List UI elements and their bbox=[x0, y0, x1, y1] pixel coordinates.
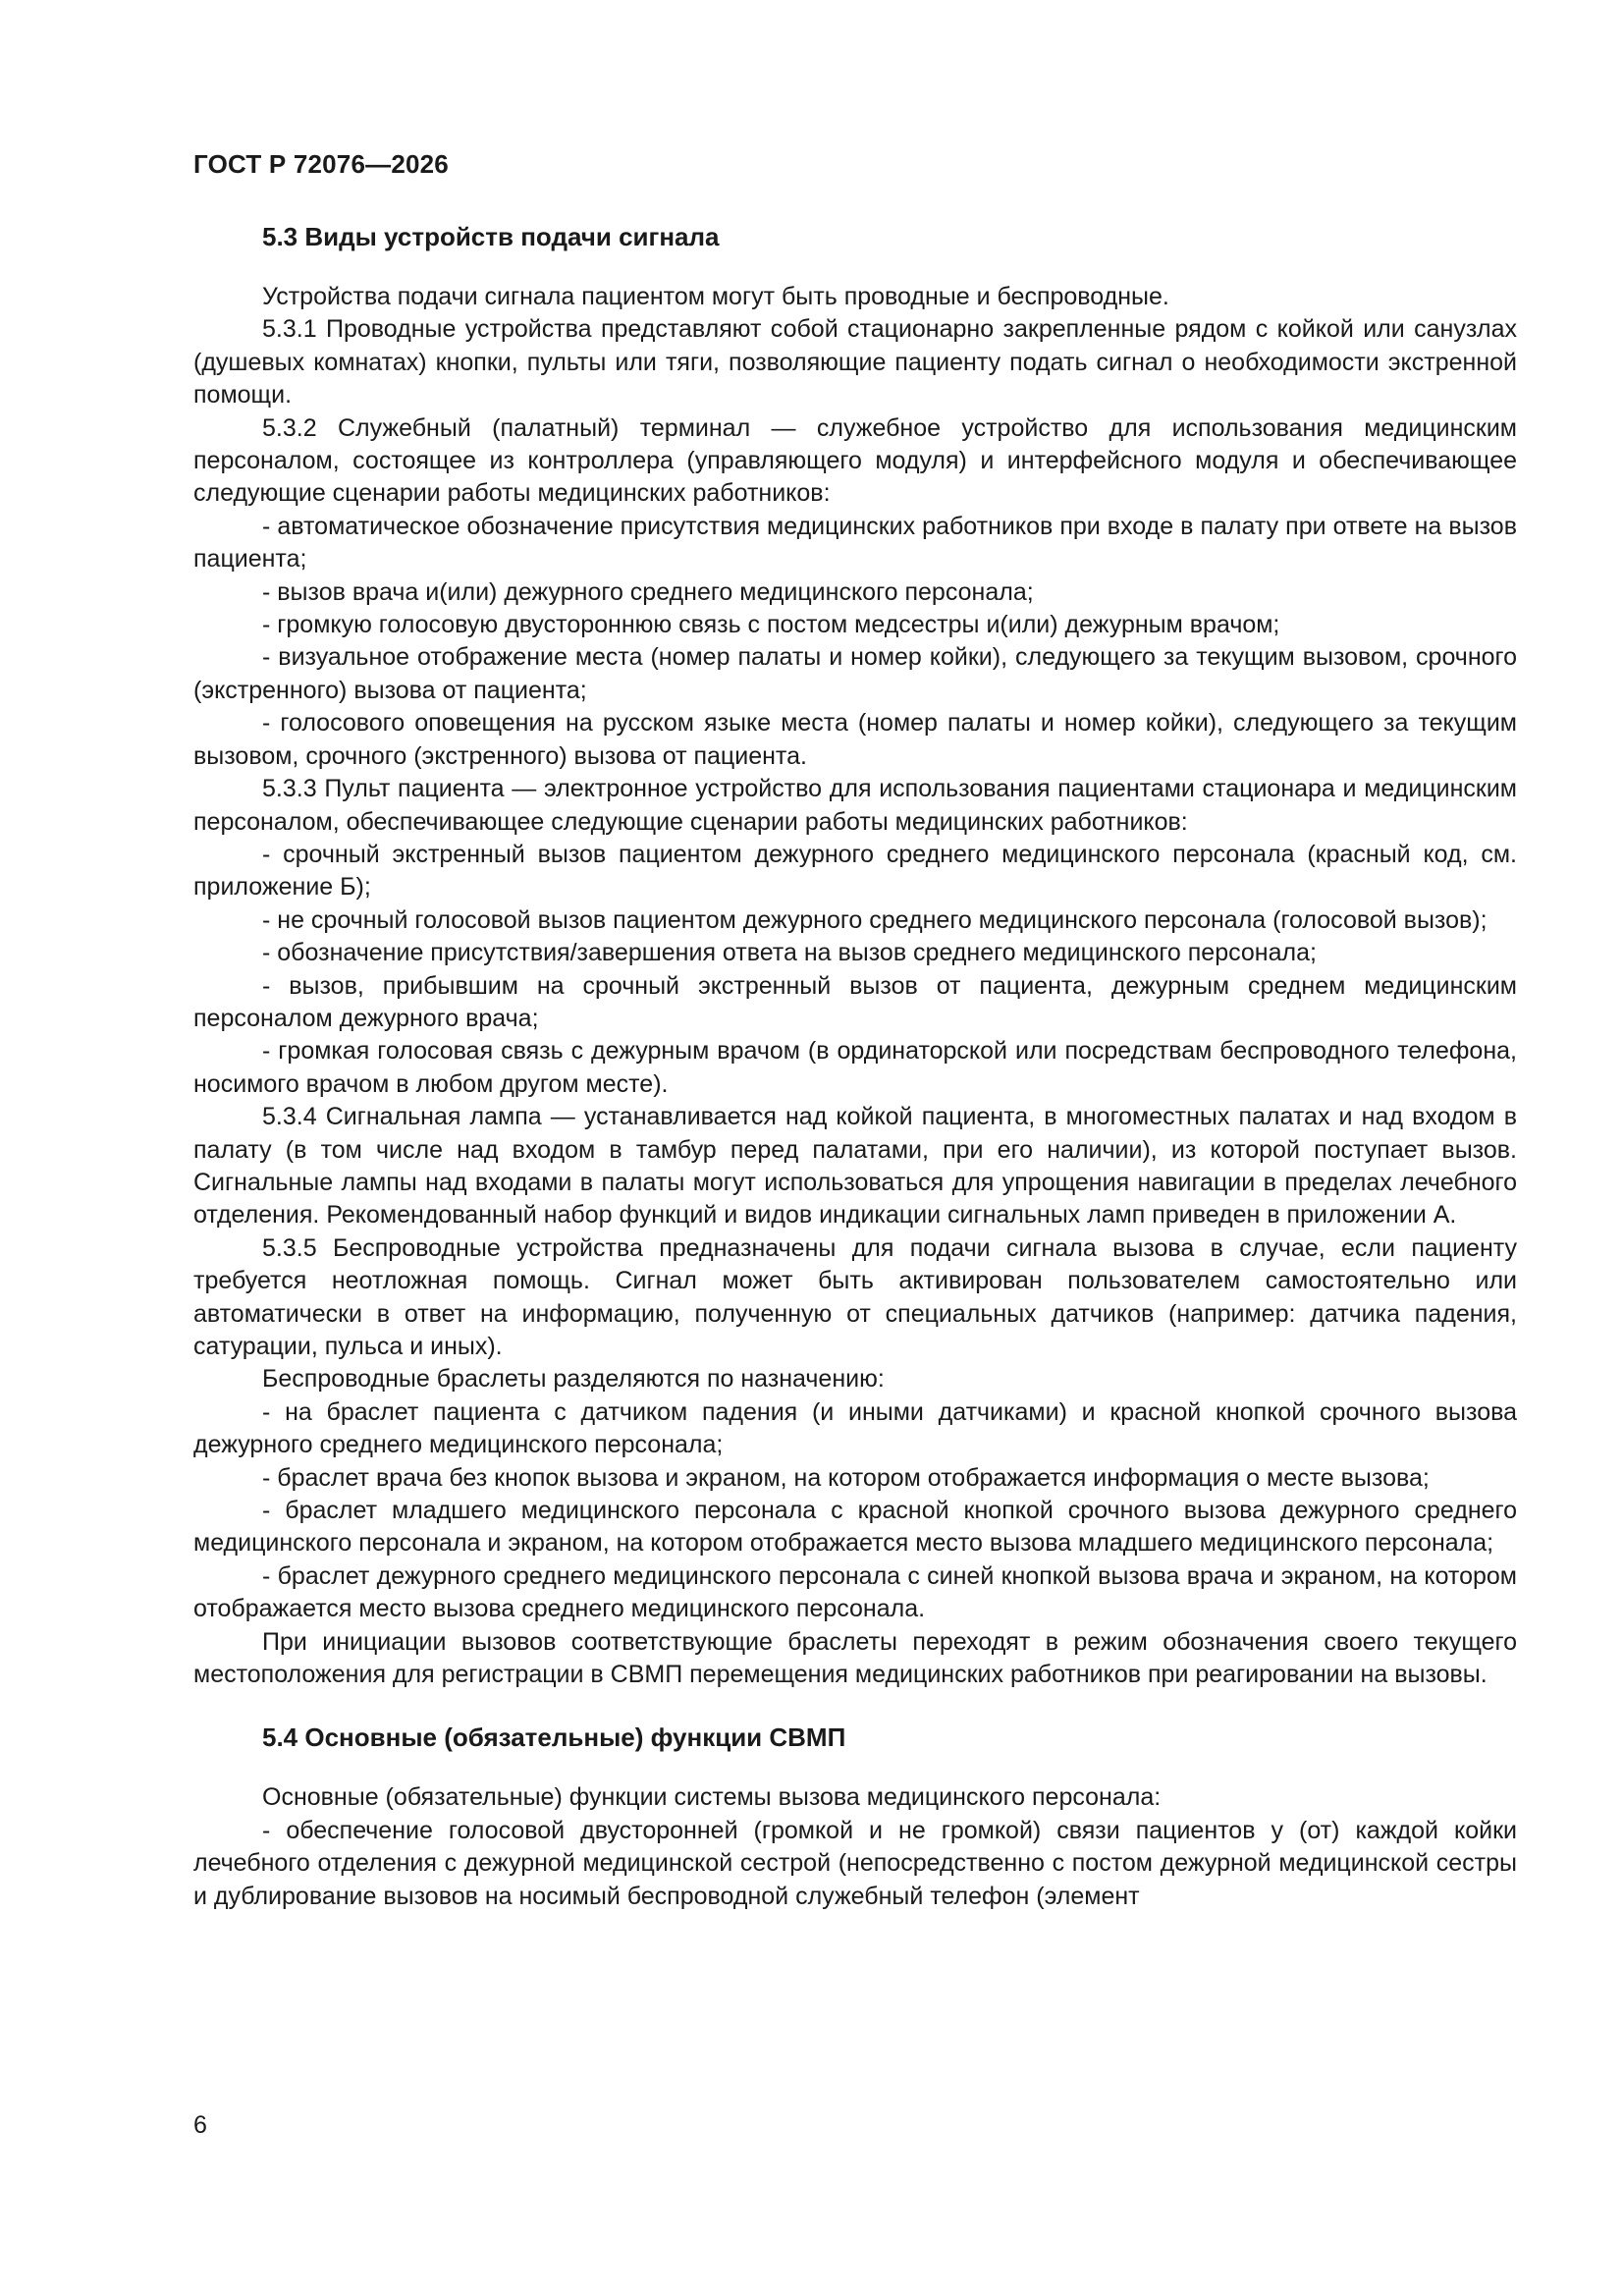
list-item: - вызов, прибывшим на срочный экстренный вызов от пациента, дежурным среднем медицинским персоналом дежурного врача; bbox=[193, 971, 1517, 1032]
standard-header: ГОСТ Р 72076—2026 bbox=[193, 149, 449, 179]
list-item: - обозначение присутствия/завершения ответа на вызов среднего медицинского персонала; bbox=[262, 939, 1317, 967]
list-item: - визуальное отображение места (номер палаты и номер койки), следующего за текущим вызовом, срочного (экстренного) вызова от пациента; bbox=[193, 643, 1517, 704]
paragraph-5-3-4: 5.3.4 Сигнальная лампа — устанавливается над койкой пациента, в многоместных палатах и над входом в палату (в том числе над входом в тамбур перед палатами, при его наличии), из которой поступает вызов. Сигнальные лампы над входами в палаты могут использоваться для упрощения навигации в пределах лечебного отделения. Рекомендованный набор функций и видов индикации сигнальных ламп приведен в приложении А. bbox=[193, 1103, 1517, 1230]
list-item: - не срочный голосовой вызов пациентом дежурного среднего медицинского персонала (голосовой вызов); bbox=[262, 905, 1488, 934]
list-item: - срочный экстренный вызов пациентом дежурного среднего медицинского персонала (красный код, см. приложение Б); bbox=[193, 840, 1517, 902]
list-item: - громкая голосовая связь с дежурным врачом (в ординаторской или посредствам беспроводного телефона, носимого врачом в любом другом месте). bbox=[193, 1037, 1517, 1098]
paragraph: При инициации вызовов соответствующие браслеты переходят в режим обозначения своего текущего местоположения для регистрации в СВМП перемещения медицинских работников при реагировании на вызовы. bbox=[193, 1627, 1517, 1689]
section-5-4-title: 5.4 Основные (обязательные) функции СВМП bbox=[262, 1722, 846, 1753]
paragraph-5-3-5: 5.3.5 Беспроводные устройства предназначены для подачи сигнала вызова в случае, если пациенту требуется неотложная помощь. Сигнал может быть активирован пользователем самостоятельно или автоматически в ответ на информацию, полученную от специальных датчиков (например: датчика падения, сатурации, пульса и иных). bbox=[193, 1233, 1517, 1360]
paragraph: Устройства подачи сигнала пациентом могут быть проводные и беспроводные. bbox=[262, 283, 1169, 310]
page-number: 6 bbox=[193, 2111, 207, 2139]
document-body bbox=[193, 220, 1517, 1913]
paragraph-5-3-3: 5.3.3 Пульт пациента — электронное устройство для использования пациентами стационара и медицинским персоналом, обеспечивающее следующие сценарии работы медицинских работников: bbox=[193, 775, 1517, 836]
section-5-3-title: 5.3 Виды устройств подачи сигнала bbox=[262, 222, 720, 251]
list-item: - автоматическое обозначение присутствия медицинских работников при входе в палату при ответе на вызов пациента; bbox=[193, 512, 1517, 574]
list-item: - вызов врача и(или) дежурного среднего медицинского персонала; bbox=[262, 577, 1034, 606]
paragraph: Основные (обязательные) функции системы вызова медицинского персонала: bbox=[262, 1783, 1162, 1812]
paragraph-5-3-2: 5.3.2 Служебный (палатный) терминал — служебное устройство для использования медицинским персоналом, состоящее из контроллера (управляющего модуля) и интерфейсного модуля и обеспечивающее следующие сценарии работы медицинских работников: bbox=[193, 413, 1517, 508]
list-item: - голосового оповещения на русском языке места (номер палаты и номер койки), следующего за текущим вызовом, срочного (экстренного) вызова от пациента. bbox=[193, 709, 1517, 770]
list-item: - браслет дежурного среднего медицинского персонала с синей кнопкой вызова врача и экраном, на котором отображается место вызова среднего медицинского персонала. bbox=[193, 1561, 1517, 1623]
section-spacer bbox=[193, 1691, 1517, 1721]
list-item: - браслет младшего медицинского персонала с красной кнопкой срочного вызова дежурного среднего медицинского персонала и экраном, на котором отображается место вызова младшего медицинского персонала; bbox=[193, 1497, 1517, 1558]
list-item: - на браслет пациента с датчиком падения (и иными датчиками) и красной кнопкой срочного вызова дежурного среднего медицинского персонала; bbox=[193, 1397, 1517, 1459]
paragraph: Беспроводные браслеты разделяются по назначению: bbox=[262, 1365, 885, 1394]
list-item: - обеспечение голосовой двусторонней (громкой и не громкой) связи пациентов у (от) каждой койки лечебного отделения с дежурной медицинской сестрой (непосредственно с постом дежурной медицинской сестры и дублирование вызовов на носимый беспроводной служебный телефон (элемент bbox=[193, 1816, 1517, 1910]
list-item: - громкую голосовую двустороннюю связь с постом медсестры и(или) дежурным врачом; bbox=[262, 611, 1280, 639]
paragraph-5-3-1: 5.3.1 Проводные устройства представляют собой стационарно закрепленные рядом с койкой или санузлах (душевых комнатах) кнопки, пульты или тяги, позволяющие пациенту подать сигнал о необходимости экстренной помощи. bbox=[193, 315, 1517, 410]
list-item: - браслет врача без кнопок вызова и экраном, на котором отображается информация о месте вызова; bbox=[262, 1463, 1430, 1492]
